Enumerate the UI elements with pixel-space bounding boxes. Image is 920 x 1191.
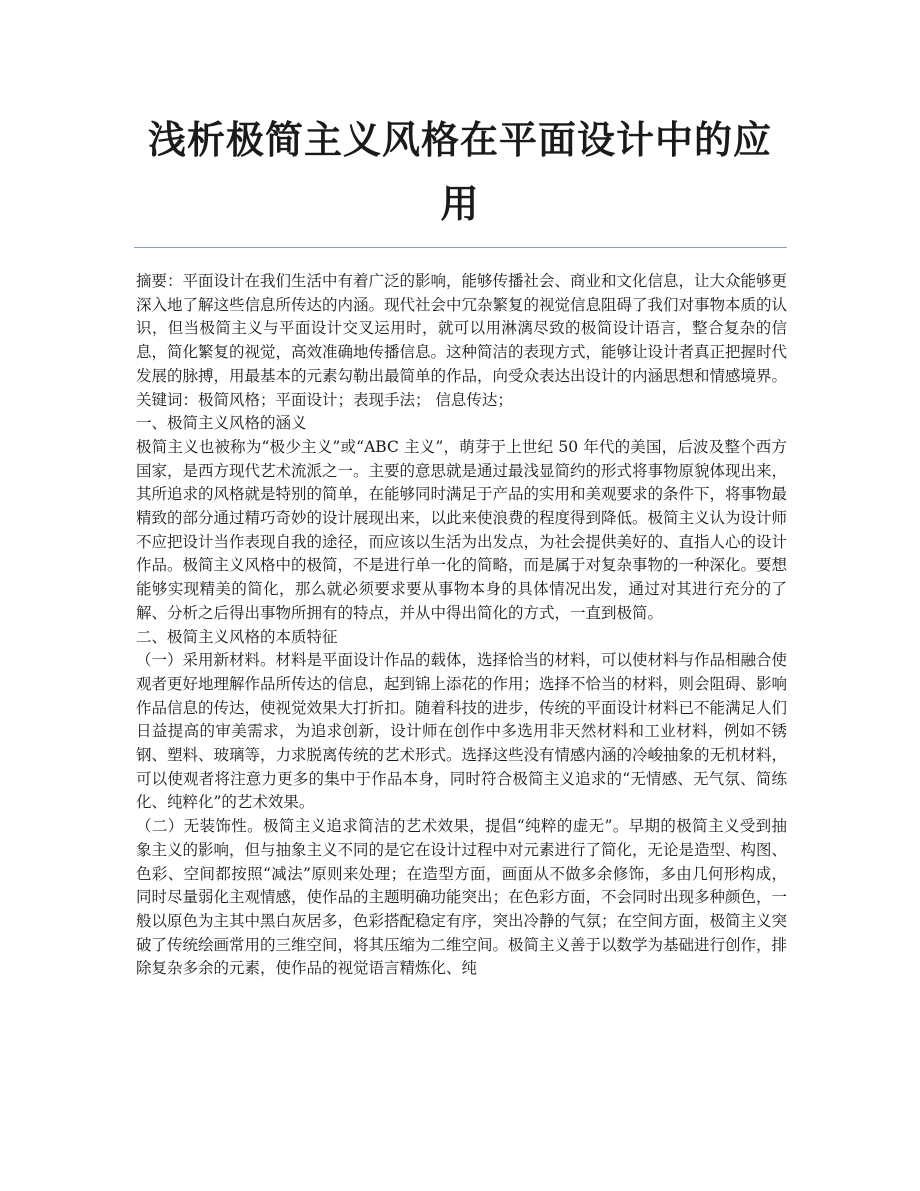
page-title: 浅析极简主义风格在平面设计中的应用 bbox=[147, 118, 772, 226]
section-heading-2: 二、极简主义风格的本质特征 bbox=[136, 627, 338, 646]
title-divider bbox=[134, 247, 787, 248]
document-body bbox=[136, 270, 787, 981]
section-heading-1: 一、极简主义风格的涵义 bbox=[136, 414, 307, 433]
body-paragraph: （二）无装饰性。极简主义追求简洁的艺术效果，提倡“纯粹的虚无”。早期的极简主义受到抽象主义的影响，但与抽象主义不同的是它在设计过程中对元素进行了简化，无论是造型、构图、色彩、空间都按照“减法”原则来处理；在造型方面，画面从不做多余修饰，多由几何形构成，同时尽量弱化主观情感，使作品的主题明确功能突出；在色彩方面，不会同时出现多种颜色，一般以原色为主其中黑白灰居多，色彩搭配稳定有序，突出冷静的气氛；在空间方面，极简主义突破了传统绘画常用的三维空间，将其压缩为二维空间。极简主义善于以数学为基础进行创作，排除复杂多余的元素，使作品的视觉语言精炼化、纯 bbox=[136, 817, 788, 978]
body-paragraph: 极简主义也被称为“极少主义”或“ABC 主义”，萌芽于上世纪 50 年代的美国，后波及整个西方国家，是西方现代艺术流派之一。主要的意思就是通过最浅显简约的形式将事物原貌体现出来，其所追求的风格就是特别的简单，在能够同时满足于产品的实用和美观要求的条件下，将事物最精致的部分通过精巧奇妙的设计展现出来，以此来使浪费的程度得到降低。极简主义认为设计师不应把设计当作表现自我的途径，而应该以生活为出发点，为社会提供美好的、直指人心的设计作品。极简主义风格中的极简，不是进行单一化的简略，而是属于对复杂事物的一种深化。要想能够实现精美的简化，那么就必须要求要从事物本身的具体情况出发，通过对其进行充分的了解、分析之后得出事物所拥有的特点，并从中得出简化的方式，一直到极简。 bbox=[136, 437, 788, 622]
abstract-paragraph: 摘要：平面设计在我们生活中有着广泛的影响，能够传播社会、商业和文化信息，让大众能够更深入地了解这些信息所传达的内涵。现代社会中冗杂繁复的视觉信息阻碍了我们对事物本质的认识，但当极简主义与平面设计交叉运用时，就可以用淋漓尽致的极简设计语言，整合复杂的信息，简化繁复的视觉，高效准确地传播信息。这种简洁的表现方式，能够让设计者真正把握时代发展的脉搏，用最基本的元素勾勒出最简单的作品，向受众表达出设计的内涵思想和情感境界。 bbox=[136, 272, 788, 385]
body-paragraph: （一）采用新材料。材料是平面设计作品的载体，选择恰当的材料，可以使材料与作品相融合使观者更好地理解作品所传达的信息，起到锦上添花的作用；选择不恰当的材料，则会阻碍、影响作品信息的传达，使视觉效果大打折扣。随着科技的进步，传统的平面设计材料已不能满足人们日益提高的审美需求，为追求创新，设计师在创作中多选用非天然材料和工业材料，例如不锈钢、塑料、玻璃等，力求脱离传统的艺术形式。选择这些没有情感内涵的冷峻抽象的无机材料，可以使观者将注意力更多的集中于作品本身，同时符合极简主义追求的“无情感、无气氛、简练化、纯粹化”的艺术效果。 bbox=[136, 651, 788, 812]
keywords-line: 关键词：极简风格；平面设计；表现手法； 信息传达； bbox=[136, 390, 513, 409]
